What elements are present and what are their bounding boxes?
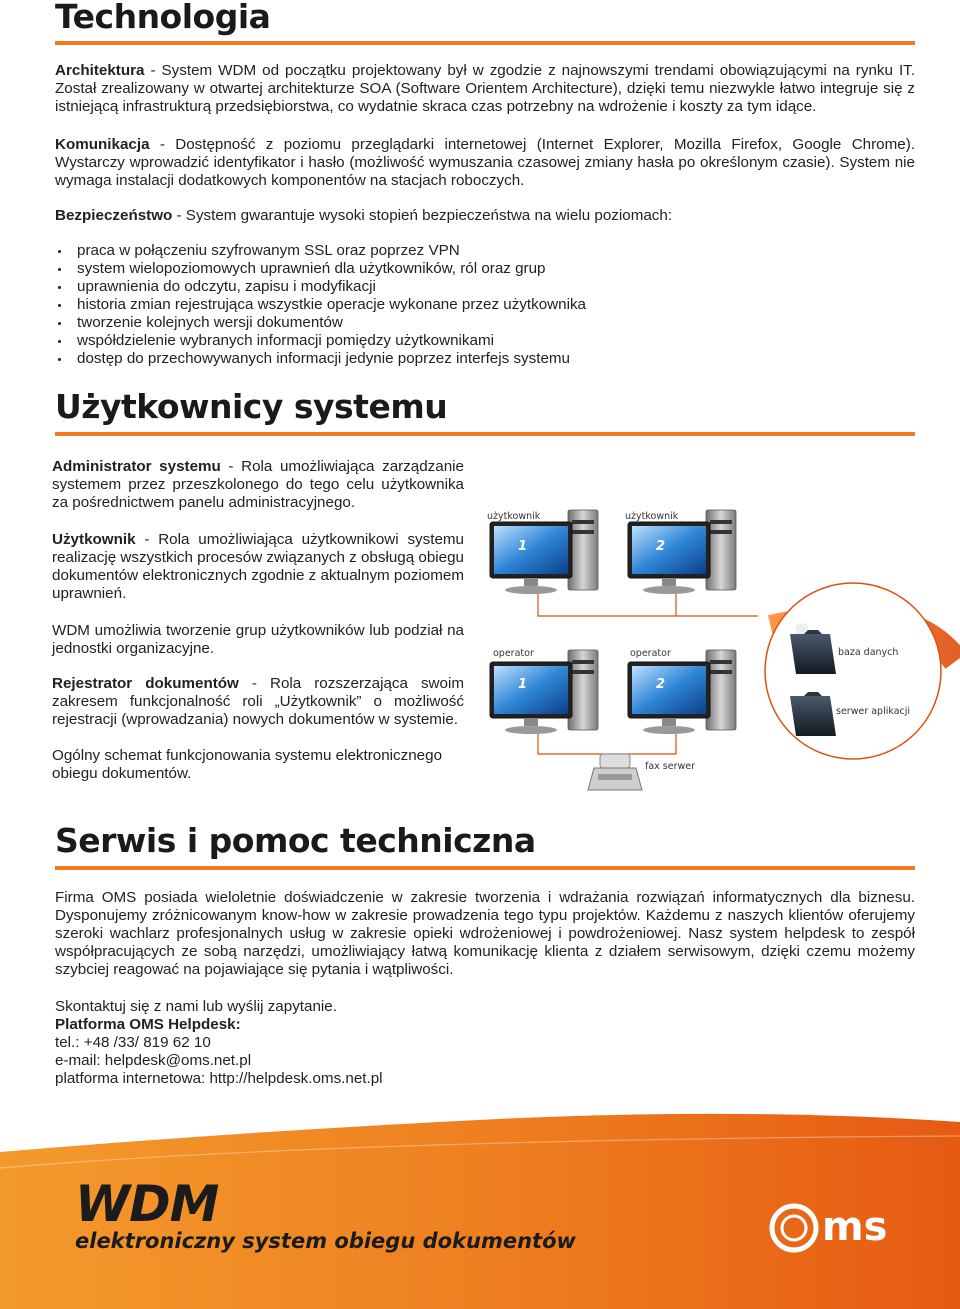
wdm-logo: WDM	[75, 1175, 219, 1233]
contact-tel: tel.: +48 /33/ 819 62 10	[55, 1034, 211, 1051]
label-operator-1: operator	[493, 648, 534, 659]
paragraph-schemat: Ogólny schemat funkcjonowania systemu elektronicznego obiegu dokumentów.	[52, 747, 443, 782]
text-komunikacja: - Dostępność z poziomu przeglądarki internetowej (Internet Explorer, Mozilla Firefox, Google Chrome). Wystarczy wprowadzić identyfikator i hasło (możliwość wymuszania czasowej zmiany hasła po określonym czasie). System nie wymaga instalacji dodatkowych komponentów na stacjach roboczych.	[55, 136, 915, 189]
list-item: system wielopoziomowych uprawnień dla użytkowników, ról oraz grup	[55, 260, 915, 278]
number-2: 2	[656, 539, 666, 554]
contact-intro: Skontaktuj się z nami lub wyślij zapytanie.	[55, 998, 337, 1015]
label-operator-2: operator	[630, 648, 671, 659]
label-rejestrator: Rejestrator dokumentów	[52, 675, 239, 692]
text-bezpieczenstwo: - System gwarantuje wysoki stopień bezpieczeństwa na wielu poziomach:	[172, 207, 673, 224]
label-uzytkownik: Użytkownik	[52, 531, 136, 548]
paragraph-serwis: Firma OMS posiada wieloletnie doświadczenie w zakresie tworzenia i wdrażania rozwiązań informatycznych dla biznesu. Dysponujemy zróżnicowanym know-how w zakresie prowadzenia tego typu projektów. Każdemu z naszych klientów oferujemy szeroki wachlarz profesjonalnych usług w zakresie opieki wdrożeniowej i powdrożeniowej. Nasz system helpdesk to zespół współpracujących ze sobą narzędzi, umożliwiający łatwą komunikację klienta z działem serwisowym, dzięki czemu możemy szybciej reagować na pojawiające się pytania i wątpliwości.	[55, 889, 915, 978]
paragraph-komunikacja	[55, 136, 915, 190]
label-uzytkownik-2: użytkownik	[625, 511, 679, 522]
list-item: dostęp do przechowywanych informacji jedynie poprzez interfejs systemu	[55, 350, 915, 368]
number-1: 1	[518, 539, 528, 554]
label-architektura: Architektura	[55, 62, 145, 79]
label-fax-serwer: fax serwer	[645, 761, 696, 772]
orange-rule	[55, 41, 915, 45]
paragraph-rejestrator	[52, 675, 464, 729]
section-title-serwis: Serwis i pomoc techniczna	[55, 821, 536, 860]
label-bezpieczenstwo: Bezpieczeństwo	[55, 207, 173, 224]
section-title-technologia: Technologia	[55, 0, 271, 36]
security-list	[55, 242, 915, 368]
number-2: 2	[656, 677, 666, 692]
operator-computer-1-icon	[490, 650, 598, 734]
text-rejestrator: - Rola rozszerzająca swoim zakresem funkcjonalność roli „Użytkownik” o możliwość rejestracji (wprowadzania) nowych dokumentów w systemie.	[52, 675, 464, 728]
label-uzytkownik-1: użytkownik	[487, 511, 541, 522]
paragraph-grupy: WDM umożliwia tworzenie grup użytkowników lub podział na jednostki organizacyjne.	[52, 622, 464, 657]
text-uzytkownik: - Rola umożliwiająca użytkownikowi systemu realizację wszystkich procesów związanych z obsługą obiegu dokumentów elektronicznych zgodnie z aktualnym poziomem uprawnień.	[52, 531, 464, 602]
oms-brand: ms	[822, 1204, 888, 1250]
text-architektura: - System WDM od początku projektowany był w zgodzie z najnowszymi trendami obowiązującymi na rynku IT. Został zrealizowany w otwartej architekturze SOA (Software Orientem Architecture), dzięki temu niezwykle łatwo integruje się z istniejącą infrastrukturą przedsiębiorstwa, co wydatnie skraca czas potrzebny na wdrożenie i koszty za tym idące.	[55, 62, 915, 115]
list-item: tworzenie kolejnych wersji dokumentów	[55, 314, 915, 332]
label-baza-danych: baza danych	[838, 647, 899, 658]
fax-server-icon	[588, 754, 642, 790]
paragraph-architektura	[55, 62, 915, 116]
list-item: historia zmian rejestrująca wszystkie operacje wykonane przez użytkownika	[55, 296, 915, 314]
list-item: praca w połączeniu szyfrowanym SSL oraz poprzez VPN	[55, 242, 915, 260]
contact-web[interactable]: platforma internetowa: http://helpdesk.oms.net.pl	[55, 1070, 383, 1087]
user-computer-2-icon	[628, 510, 736, 594]
section-title-uzytkownicy: Użytkownicy systemu	[55, 387, 448, 426]
server-circle	[765, 583, 941, 759]
user-computer-1-icon	[490, 510, 598, 594]
text-administrator: - Rola umożliwiająca zarządzanie systemem przez przeszkolonego do tego celu użytkownika za pośrednictwem panelu administracyjnego.	[52, 458, 464, 511]
label-administrator: Administrator systemu	[52, 458, 221, 475]
orange-rule	[55, 432, 915, 436]
contact-email[interactable]: e-mail: helpdesk@oms.net.pl	[55, 1052, 252, 1069]
list-item: współdzielenie wybranych informacji pomiędzy użytkownikami	[55, 332, 915, 350]
platform-title: Platforma OMS Helpdesk:	[55, 1016, 241, 1033]
paragraph-bezpieczenstwo	[55, 207, 915, 225]
wdm-subtitle: elektroniczny system obiegu dokumentów	[75, 1229, 576, 1253]
operator-computer-2-icon	[628, 650, 736, 734]
paragraph-administrator	[52, 458, 464, 512]
orange-rule	[55, 866, 915, 870]
number-1: 1	[518, 677, 528, 692]
contact-block	[55, 998, 655, 1088]
label-serwer-aplikacji: serwer aplikacji	[836, 706, 911, 717]
paragraph-uzytkownik	[52, 531, 464, 603]
label-komunikacja: Komunikacja	[55, 136, 150, 153]
app-server-folder-icon	[790, 692, 836, 736]
list-item: uprawnienia do odczytu, zapisu i modyfikacji	[55, 278, 915, 296]
